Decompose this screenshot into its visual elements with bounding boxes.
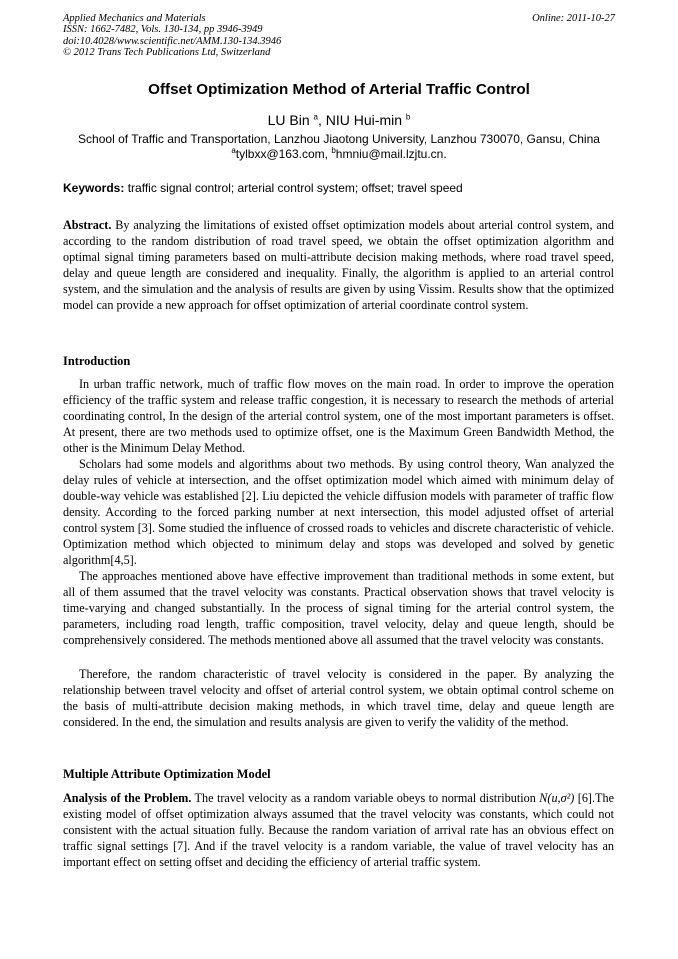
paper-title: Offset Optimization Method of Arterial Traffic Control: [148, 81, 530, 98]
email-b: hmniu@mail.lzjtu.cn.: [335, 147, 447, 161]
intro-paragraph-4: Therefore, the random characteristic of travel velocity is considered in the paper. By analyzing the relationship between travel velocity and offset of arterial control system, we obtain optimal control scheme on the basis of multi-attribute decision making methods, in which travel time, delay and queue length are considered. In the end, the simulation and results analysis are given to verify the validity of the method.: [63, 667, 614, 729]
keywords-text: traffic signal control; arterial control system; offset; travel speed: [124, 181, 463, 195]
normal-distribution-formula: N(u,σ²): [539, 791, 575, 805]
journal-header: [63, 13, 615, 58]
author-separator: ,: [318, 112, 326, 128]
keywords-label: Keywords:: [63, 181, 125, 195]
author-line: [0, 112, 678, 128]
affiliation-block: [0, 132, 678, 162]
author-1-mark: a: [313, 112, 318, 122]
affiliation: School of Traffic and Transportation, Lanzhou Jiaotong University, Lanzhou 730070, Gansu, China: [78, 132, 600, 146]
online-date: Online: 2011-10-27: [532, 13, 615, 24]
issn-line: ISSN: 1662-7482, Vols. 130-134, pp 3946-3949: [63, 24, 263, 36]
section-heading: Multiple Attribute Optimization Model: [63, 767, 271, 781]
intro-paragraph-1: In urban traffic network, much of traffic flow moves on the main road. In order to improve the operation efficiency of the traffic system and release traffic congestion, it is necessary to research the methods of arterial coordinating control, In the design of the arterial control system, one of the most important parameters is offset. At present, there are two methods used to optimize offset, one is the Maximum Green Bandwidth Method, the other is the Minimum Delay Method.: [63, 377, 614, 455]
section-text-b: [6].The existing model of offset optimization always assumed that the travel velocity was constants, which could not consistent with the actual situation fully. Because the random variation of arrival rate has an obvious effect on traffic signal settings [7]. And if the travel velocity is a random variable, the value of travel velocity has an important effect on setting offset and deciding the efficiency of arterial traffic system.: [63, 791, 614, 869]
subsection-label: Analysis of the Problem.: [63, 791, 192, 805]
introduction-heading: Introduction: [63, 354, 131, 368]
email-line: [0, 147, 678, 162]
keywords: [63, 181, 623, 195]
author-1: LU Bin: [267, 112, 310, 128]
abstract-text: By analyzing the limitations of existed offset optimization models about arterial control system, and according to the random distribution of road travel speed, we obtain the offset optimization algorithm and optimal signal timing parameters based on multi-attribute decision making methods, where road travel speed, delay and queue length are considered and inequality. Finally, the algorithm is applied to an arterial control system, and the simulation and the analysis of results are given by using Vissim. Results show that the optimized model can provide a new approach for offset optimization of arterial coordinate control system.: [63, 218, 614, 312]
section-text-a: The travel velocity as a random variable obeys to normal distribution: [191, 791, 540, 805]
abstract: [63, 217, 614, 313]
journal-name: Applied Mechanics and Materials: [63, 13, 206, 24]
email-a: tylbxx@163.com,: [235, 147, 332, 161]
doi-line: doi:10.4028/www.scientific.net/AMM.130-134.3946: [63, 35, 282, 47]
email-b-mark: b: [331, 146, 336, 155]
section-paragraph: [63, 790, 614, 870]
author-2: NIU Hui-min: [325, 112, 403, 128]
email-a-mark: a: [231, 146, 236, 155]
copyright-line: © 2012 Trans Tech Publications Ltd, Switzerland: [63, 46, 271, 58]
intro-paragraph-2: Scholars had some models and algorithms about two methods. By using control theory, Wan analyzed the delay rules of vehicle at intersection, and the offset optimization model which aimed with minimum delay of double-way vehicle was established [2]. Liu depicted the vehicle diffusion models with parameter of traffic flow density. According to the forced parking number at next intersection, this model adjusted offset of arterial control system [3]. Some studied the influence of crossed roads to vehicles and discrete characteristic of vehicle. Optimization method which objected to minimum delay and stops was developed and solved by genetic algorithm[4,5].: [63, 457, 614, 567]
intro-paragraph-3: The approaches mentioned above have effective improvement than traditional methods in some extent, but all of them assumed that the travel velocity was constants. Practical observation shows that travel velocity is time-varying and changed substantially. In the process of signal timing for the arterial control system, the parameters, including road length, traffic composition, travel velocity, delay and queue length, should be comprehensively considered. The methods mentioned above all assumed that the travel velocity was constants.: [63, 569, 614, 647]
abstract-label: Abstract.: [63, 218, 112, 232]
author-2-mark: b: [405, 112, 411, 122]
